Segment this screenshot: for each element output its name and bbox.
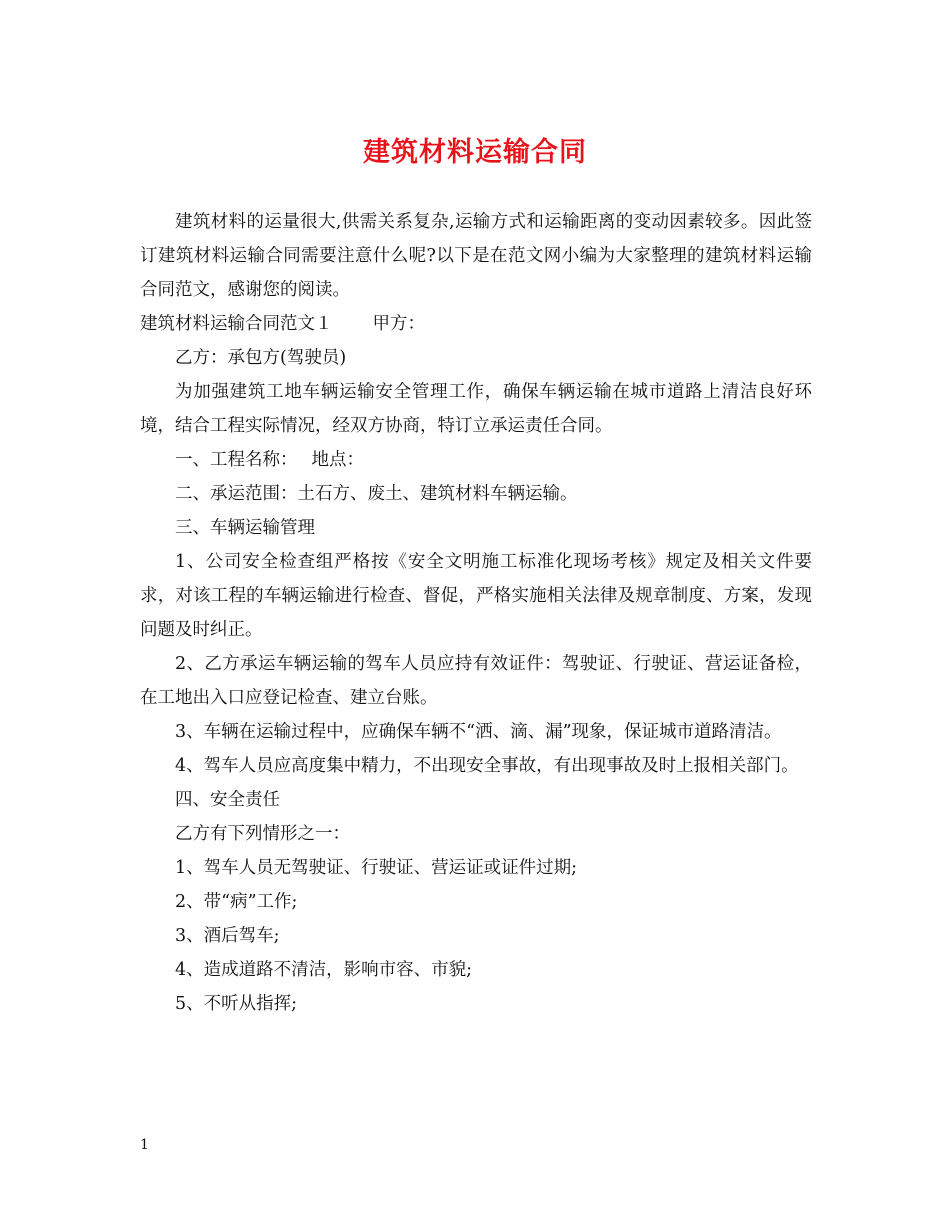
section-4-heading: 四、安全责任 bbox=[175, 790, 280, 810]
clause-3-2: 2、乙方承运车辆运输的驾车人员应持有效证件：驾驶证、行驶证、营运证备检，在工地出入口应登记检查、建立台账。 bbox=[140, 654, 812, 708]
section-3-heading: 三、车辆运输管理 bbox=[175, 518, 315, 538]
sample-heading-line bbox=[140, 307, 812, 341]
page-number: 1 bbox=[140, 1137, 149, 1153]
party-b-line: 乙方：承包方(驾驶员) bbox=[175, 348, 347, 368]
case-1: 1、驾车人员无驾驶证、行驶证、营运证或证件过期; bbox=[175, 858, 578, 878]
purpose-paragraph: 为加强建筑工地车辆运输安全管理工作，确保车辆运输在城市道路上清洁良好环境，结合工程实际情况，经双方协商，特订立承运责任合同。 bbox=[140, 382, 812, 436]
cases-intro: 乙方有下列情形之一： bbox=[175, 824, 350, 844]
case-5: 5、不听从指挥; bbox=[175, 994, 298, 1014]
project-name-label: 一、工程名称： bbox=[175, 450, 298, 470]
location-label: 地点： bbox=[311, 450, 364, 470]
section-1-line bbox=[140, 443, 812, 477]
clause-3-3: 3、车辆在运输过程中，应确保车辆不“洒、滴、漏”现象，保证城市道路清洁。 bbox=[175, 722, 782, 742]
sample-heading: 建筑材料运输合同范文１ bbox=[140, 314, 333, 334]
party-a-label: 甲方： bbox=[372, 314, 425, 334]
case-4: 4、造成道路不清洁，影响市容、市貌; bbox=[175, 960, 473, 980]
clause-3-4: 4、驾车人员应高度集中精力，不出现安全事故，有出现事故及时上报相关部门。 bbox=[175, 756, 799, 776]
case-3: 3、酒后驾车; bbox=[175, 926, 280, 946]
case-2: 2、带“病”工作; bbox=[175, 892, 298, 912]
section-2-line: 二、承运范围：土石方、废土、建筑材料车辆运输。 bbox=[175, 484, 578, 504]
document-title: 建筑材料运输合同 bbox=[363, 137, 587, 168]
document-body bbox=[140, 205, 812, 1021]
clause-3-1: 1、公司安全检查组严格按《安全文明施工标准化现场考核》规定及相关文件要求，对该工程的车辆运输进行检查、督促，严格实施相关法律及规章制度、方案，发现问题及时纠正。 bbox=[140, 552, 812, 640]
intro-paragraph: 建筑材料的运量很大,供需关系复杂,运输方式和运输距离的变动因素较多。因此签订建筑材料运输合同需要注意什么呢?以下是在范文网小编为大家整理的建筑材料运输合同范文，感谢您的阅读。 bbox=[140, 212, 812, 300]
